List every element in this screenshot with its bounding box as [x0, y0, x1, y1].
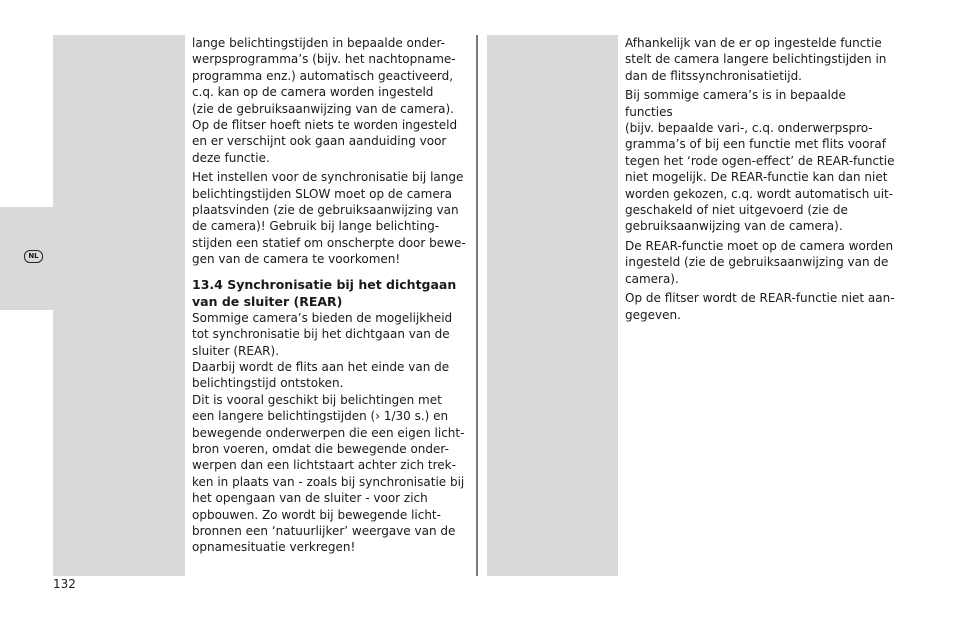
right-text-column — [625, 35, 897, 326]
paragraph: Afhankelijk van de er op ingestelde functie stelt de camera langere belichtingstijden in dan de flitssynchronisatietijd. — [625, 36, 887, 83]
paragraph: Dit is vooral geschikt bij belichtingen met een langere belichtingstijden (› 1/30 s.) en bewegende onderwerpen die een eigen licht- bron voeren, omdat die bewegende onder- werpen dan een lichtstaart achter zich trek- ken in plaats van - zoals bij synchronisatie bij het opengaan van de sluiter - voor zich opbouwen. Zo wordt bij bewegende licht- bronnen een ‘natuurlijker’ weergave van de opnamesituatie verkregen! — [192, 392, 465, 555]
language-badge: NL — [24, 250, 43, 263]
section-heading: 13.4 Synchronisatie bij het dichtgaan van de sluiter (REAR) — [192, 276, 457, 309]
left-margin-band — [53, 35, 185, 576]
paragraph: Sommige camera’s bieden de mogelijkheid tot synchronisatie bij het dichtgaan van de sluiter (REAR). — [192, 310, 453, 358]
middle-margin-band — [487, 35, 618, 576]
paragraph: Op de flitser wordt de REAR-functie niet aan- gegeven. — [625, 291, 895, 322]
paragraph: De REAR-functie moet op de camera worden ingesteld (zie de gebruiksaanwijzing van de camera). — [625, 238, 894, 286]
page-number: 132 — [53, 577, 76, 591]
left-text-column — [192, 35, 468, 556]
column-divider — [476, 35, 478, 576]
paragraph: Bij sommige camera’s is in bepaalde functies (bijv. bepaalde vari-, c.q. onderwerpspro- gramma’s of bij een functie met flits vooraf tegen het ‘rode ogen-effect’ de REAR-functie niet mogelijk. De REAR-functie kan dan niet worden gekozen, c.q. wordt automatisch uit- geschakeld of niet uitgevoerd (zie de gebruiksaanwijzing van de camera). — [625, 88, 895, 234]
paragraph: Het instellen voor de synchronisatie bij lange belichtingstijden SLOW moet op de camera plaatsvinden (zie de gebruiksaanwijzing van de camera)! Gebruik bij lange belichting- stijden een statief om onscherpte door bewe- gen van de camera te voorkomen! — [192, 170, 466, 267]
paragraph: lange belichtingstijden in bepaalde onder- werpsprogramma’s (bijv. het nachtopname- programma enz.) automatisch geactiveerd, c.q. kan op de camera worden ingesteld (zie de gebruiksaanwijzing van de camera). Op de flitser hoeft niets te worden ingesteld en er verschijnt ook gaan aanduiding voor deze functie. — [192, 36, 458, 165]
paragraph: Daarbij wordt de flits aan het einde van de belichtingstijd ontstoken. — [192, 359, 450, 391]
